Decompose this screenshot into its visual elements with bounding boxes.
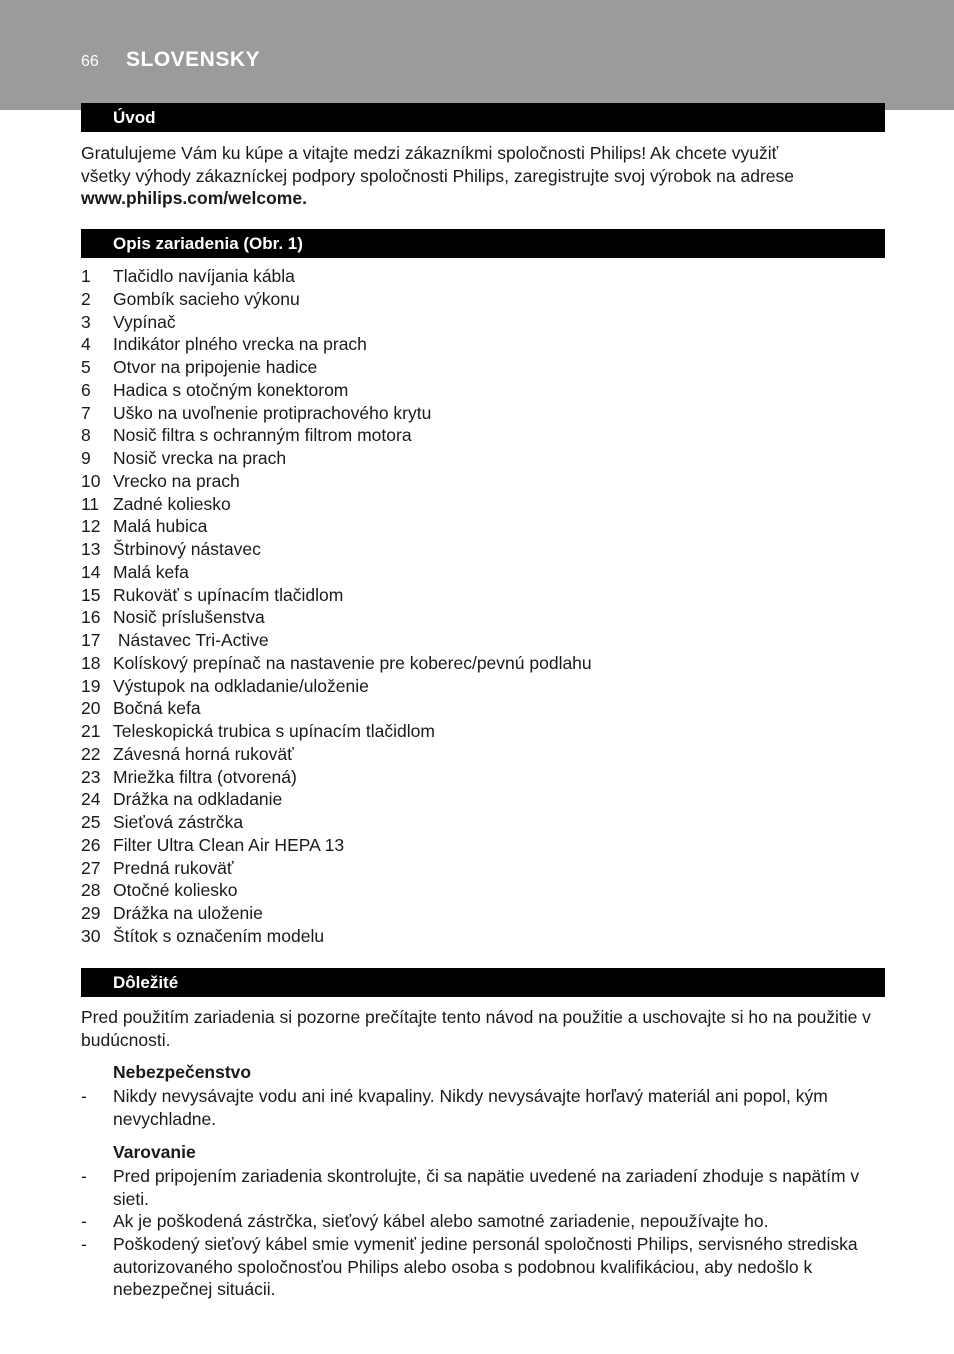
page-number: 66 xyxy=(81,53,99,70)
item-number: 4 xyxy=(81,334,91,355)
item-label: Drážka na uloženie xyxy=(113,903,263,923)
list-item xyxy=(81,788,592,811)
item-number: 7 xyxy=(81,402,91,423)
list-item xyxy=(81,652,592,675)
item-label: Kolískový prepínač na nastavenie pre koberec/pevnú podlahu xyxy=(113,652,592,673)
item-number: 24 xyxy=(81,789,101,810)
item-number: 13 xyxy=(81,539,101,559)
language-title: SLOVENSKY xyxy=(126,48,261,71)
item-label: Malá hubica xyxy=(113,516,208,537)
list-item xyxy=(81,743,592,766)
item-number: 23 xyxy=(81,766,101,787)
list-item xyxy=(81,265,592,288)
section-header-description: Opis zariadenia (Obr. 1) xyxy=(81,229,885,258)
list-item xyxy=(81,470,592,493)
item-label: Štrbinový nástavec xyxy=(113,539,261,559)
list-item xyxy=(81,538,592,561)
item-number: 30 xyxy=(81,925,101,946)
bullet-dash: - xyxy=(81,1211,87,1231)
item-number: 11 xyxy=(81,493,100,514)
item-number: 18 xyxy=(81,652,101,673)
item-label: Otvor na pripojenie hadice xyxy=(113,357,318,377)
bullet-dash: - xyxy=(81,1234,87,1254)
item-number: 15 xyxy=(81,584,101,605)
item-label: Filter Ultra Clean Air HEPA 13 xyxy=(113,834,345,855)
bullet-text: Pred pripojením zariadenia skontrolujte, či sa napätie uvedené na zariadení zhoduje s napätím v sieti. xyxy=(113,1166,860,1209)
item-label: Hadica s otočným konektorom xyxy=(113,379,349,400)
bullet-item xyxy=(81,1233,881,1301)
item-number: 5 xyxy=(81,357,91,377)
list-item xyxy=(81,857,592,880)
item-label: Nástavec Tri-Active xyxy=(113,630,269,650)
list-item xyxy=(81,515,592,538)
item-number: 28 xyxy=(81,880,101,901)
list-item xyxy=(81,288,592,311)
item-label: Tlačidlo navíjania kábla xyxy=(113,266,295,286)
bullet-text: Ak je poškodená zástrčka, sieťový kábel alebo samotné zariadenie, nepoužívajte ho. xyxy=(113,1211,769,1231)
list-item xyxy=(81,629,592,652)
danger-heading: Nebezpečenstvo xyxy=(113,1062,252,1082)
item-number: 12 xyxy=(81,516,101,537)
item-label: Bočná kefa xyxy=(113,698,201,719)
list-item xyxy=(81,402,592,425)
list-item xyxy=(81,379,592,402)
item-number: 25 xyxy=(81,812,101,832)
item-label: Otočné koliesko xyxy=(113,880,238,901)
bullet-item xyxy=(81,1210,881,1233)
item-label: Nosič filtra s ochranným filtrom motora xyxy=(113,425,412,446)
item-number: 26 xyxy=(81,834,101,855)
item-number: 22 xyxy=(81,743,101,764)
list-item xyxy=(81,606,592,629)
item-label: Mriežka filtra (otvorená) xyxy=(113,766,297,787)
list-item xyxy=(81,584,592,607)
list-item xyxy=(81,675,592,698)
item-label: Výstupok na odkladanie/uloženie xyxy=(113,675,369,696)
important-paragraph: Pred použitím zariadenia si pozorne prečítajte tento návod na použitie a uschovajte si ho na použitie v budúcnosti. xyxy=(81,1007,871,1050)
item-label: Indikátor plného vrecka na prach xyxy=(113,334,367,355)
list-item xyxy=(81,697,592,720)
list-item xyxy=(81,333,592,356)
section-header-intro: Úvod xyxy=(81,103,885,132)
item-label: Vrecko na prach xyxy=(113,470,240,491)
item-label: Nosič vrecka na prach xyxy=(113,448,287,468)
item-number: 10 xyxy=(81,470,101,491)
item-number: 27 xyxy=(81,857,101,878)
item-number: 1 xyxy=(81,266,91,286)
component-list xyxy=(81,265,592,948)
bullet-text: Poškodený sieťový kábel smie vymeniť jedine personál spoločnosti Philips, servisného strediska autorizovaného spoločnosťou Philips alebo osoba s podobnou kvalifikáciou, aby nedošlo k nebezpečnej situácii. xyxy=(113,1234,858,1299)
item-label: Gombík sacieho výkonu xyxy=(113,288,300,309)
item-number: 19 xyxy=(81,675,101,696)
bullet-text: Nikdy nevysávajte vodu ani iné kvapaliny. Nikdy nevysávajte horľavý materiál ani popol, kým nevychladne. xyxy=(113,1086,828,1129)
list-item xyxy=(81,493,592,516)
list-item xyxy=(81,925,592,948)
item-number: 29 xyxy=(81,903,101,923)
list-item xyxy=(81,424,592,447)
item-label: Teleskopická trubica s upínacím tlačidlom xyxy=(113,721,435,741)
item-label: Drážka na odkladanie xyxy=(113,789,283,810)
item-number: 2 xyxy=(81,288,91,309)
item-number: 21 xyxy=(81,721,101,741)
item-label: Nosič príslušenstva xyxy=(113,607,265,628)
warning-heading: Varovanie xyxy=(113,1142,196,1162)
list-item xyxy=(81,834,592,857)
list-item xyxy=(81,311,592,334)
item-number: 20 xyxy=(81,698,101,719)
welcome-link[interactable]: www.philips.com/welcome. xyxy=(81,188,307,208)
list-item xyxy=(81,561,592,584)
bullet-dash: - xyxy=(81,1166,87,1186)
item-label: Malá kefa xyxy=(113,561,189,582)
bullet-item xyxy=(81,1085,881,1130)
intro-text: Gratulujeme Vám ku kúpe a vitajte medzi zákazníkmi spoločnosti Philips! Ak chcete využiť všetky výhody zákazníckej podpory spoločnosti Philips, zaregistrujte svoj výrobok na adrese xyxy=(81,143,794,186)
list-item xyxy=(81,879,592,902)
item-label: Uško na uvoľnenie protiprachového krytu xyxy=(113,402,432,423)
item-label: Závesná horná rukoväť xyxy=(113,743,294,764)
item-label: Sieťová zástrčka xyxy=(113,812,244,832)
list-item xyxy=(81,720,592,743)
section-header-important: Dôležité xyxy=(81,968,885,997)
list-item xyxy=(81,447,592,470)
item-number: 3 xyxy=(81,311,91,332)
item-label: Predná rukoväť xyxy=(113,857,234,878)
list-item xyxy=(81,902,592,925)
intro-paragraph xyxy=(81,142,821,210)
list-item xyxy=(81,356,592,379)
item-number: 8 xyxy=(81,425,91,446)
item-label: Vypínač xyxy=(113,311,176,332)
item-label: Štítok s označením modelu xyxy=(113,925,325,946)
list-item xyxy=(81,811,592,834)
item-label: Zadné koliesko xyxy=(113,493,231,514)
item-number: 16 xyxy=(81,607,101,628)
item-number: 17 xyxy=(81,630,101,650)
item-number: 14 xyxy=(81,561,101,582)
bullet-item xyxy=(81,1165,881,1210)
item-number: 6 xyxy=(81,379,91,400)
bullet-dash: - xyxy=(81,1086,87,1106)
list-item xyxy=(81,766,592,789)
page-header xyxy=(0,0,954,110)
item-label: Rukoväť s upínacím tlačidlom xyxy=(113,584,344,605)
item-number: 9 xyxy=(81,448,91,468)
